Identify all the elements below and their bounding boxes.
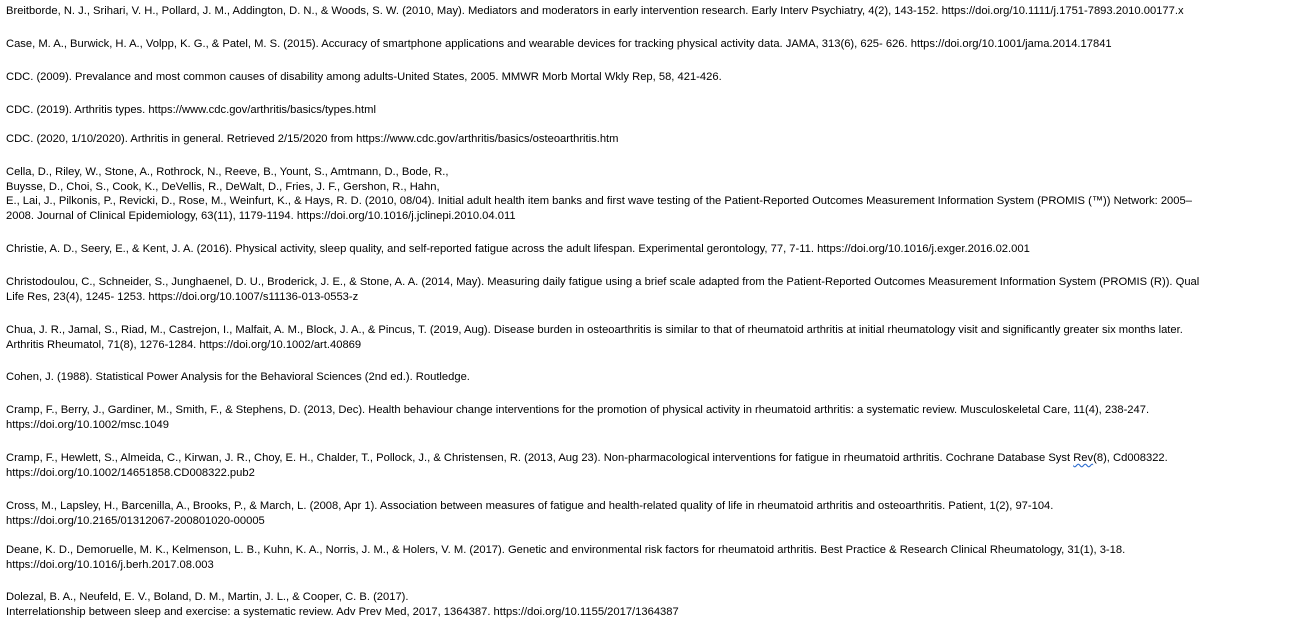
reference-deane (6, 543, 1294, 572)
reference-cella (6, 165, 1294, 223)
reference-line: Buysse, D., Choi, S., Cook, K., DeVellis, R., DeWalt, D., Fries, J. F., Gershon, R., Hahn, (6, 180, 440, 193)
reference-line: Deane, K. D., Demoruelle, M. K., Kelmenson, L. B., Kuhn, K. A., Norris, J. M., & Holers, V. M. (2017). Genetic and environmental risk factors for rheumatoid arthritis. Best Practice & Research Clinical Rheumatology, 31(1), 3-18. (6, 544, 1126, 556)
reference-line: E., Lai, J., Pilkonis, P., Revicki, D., Rose, M., Weinfurt, K., & Hays, R. D. (2010, 08/04). Initial adult health item banks and first wave testing of the Patient-Reported Outcomes Measurement Information System (PROMIS (™)) Network: 2005– (6, 195, 1192, 208)
reference-cross (6, 499, 1294, 528)
reference-line: Christie, A. D., Seery, E., & Kent, J. A. (2016). Physical activity, sleep quality, and self-reported fatigue across the adult lifespan. Experimental gerontology, 77, 7-11. https://doi.org/10.1016/j.exger.2016.02.001 (6, 243, 1030, 255)
reference-line: 2008. Journal of Clinical Epidemiology, 63(11), 1179-1194. https://doi.org/10.1016/j.jclinepi.2010.04.011 (6, 209, 516, 222)
reference-cdc-2020 (6, 132, 1294, 147)
reference-case (6, 37, 1294, 52)
reference-line: Interrelationship between sleep and exercise: a systematic review. Adv Prev Med, 2017, 1364387. https://doi.org/10.1155/2017/1364387 (6, 605, 679, 618)
reference-line: Case, M. A., Burwick, H. A., Volpp, K. G., & Patel, M. S. (2015). Accuracy of smartphone applications and wearable devices for tracking physical activity data. JAMA, 313(6), 625- 626. https://doi.org/10.1001/jama.2014.17841 (6, 38, 1112, 50)
reference-christie (6, 242, 1294, 257)
reference-line: CDC. (2019). Arthritis types. https://www.cdc.gov/arthritis/basics/types.html (6, 104, 376, 116)
reference-line: CDC. (2020, 1/10/2020). Arthritis in general. Retrieved 2/15/2020 from https://www.cdc.gov/arthritis/basics/osteoarthritis.htm (6, 133, 619, 145)
reference-cdc-2019 (6, 103, 1294, 118)
reference-christodoulou (6, 275, 1294, 304)
reference-line: https://doi.org/10.1016/j.berh.2017.08.003 (6, 558, 214, 571)
reference-line: Dolezal, B. A., Neufeld, E. V., Boland, D. M., Martin, J. L., & Cooper, C. B. (2017). (6, 591, 409, 603)
reference-line: https://doi.org/10.1002/14651858.CD008322.pub2 (6, 466, 255, 479)
reference-line: Arthritis Rheumatol, 71(8), 1276-1284. https://doi.org/10.1002/art.40869 (6, 338, 362, 351)
reference-cohen (6, 370, 1294, 385)
reference-cdc-2009 (6, 70, 1294, 85)
reference-breitborde (6, 4, 1294, 19)
reference-text: Cramp, F., Hewlett, S., Almeida, C., Kirwan, J. R., Choy, E. H., Chalder, T., Pollock, J., & Christensen, R. (2013, Aug 23). Non-pharmacological interventions for fatigue in rheumatoid arthritis. Cochrane Database Syst (6, 452, 1074, 464)
reference-line: https://doi.org/10.2165/01312067-200801020-00005 (6, 514, 265, 527)
reference-line: Cross, M., Lapsley, H., Barcenilla, A., Brooks, P., & March, L. (2008, Apr 1). Association between measures of fatigue and health-related quality of life in rheumatoid arthritis and osteoarthritis. Patient, 1(2), 97-104. (6, 500, 1054, 512)
reference-line: Breitborde, N. J., Srihari, V. H., Pollard, J. M., Addington, D. N., & Woods, S. W. (2010, May). Mediators and moderators in early intervention research. Early Interv Psychiatry, 4(2), 143-152. https://doi.org/10.1111/j.1751-7893.2010.00177.x (6, 5, 1184, 17)
reference-dolezal (6, 590, 1294, 619)
reference-line: Cramp, F., Berry, J., Gardiner, M., Smith, F., & Stephens, D. (2013, Dec). Health behaviour change interventions for the promotion of physical activity in rheumatoid arthritis: a systematic review. Musculoskeletal Care, 11(4), 238-247. (6, 404, 1150, 416)
reference-chua (6, 323, 1294, 352)
reference-line: Life Res, 23(4), 1245- 1253. https://doi.org/10.1007/s11136-013-0553-z (6, 290, 359, 303)
reference-cramp-2013-dec (6, 403, 1294, 432)
reference-line (6, 451, 1294, 466)
reference-text: (8), Cd008322. (1093, 452, 1168, 464)
reference-line: CDC. (2009). Prevalance and most common causes of disability among adults-United States, 2005. MMWR Morb Mortal Wkly Rep, 58, 421-426. (6, 71, 722, 83)
reference-line: Cella, D., Riley, W., Stone, A., Rothrock, N., Reeve, B., Yount, S., Amtmann, D., Bode, R., (6, 166, 449, 178)
reference-line: https://doi.org/10.1002/msc.1049 (6, 418, 169, 431)
spellcheck-flag[interactable]: Rev (1073, 452, 1094, 464)
reference-line: Chua, J. R., Jamal, S., Riad, M., Castrejon, I., Malfait, A. M., Block, J. A., & Pincus, T. (2019, Aug). Disease burden in osteoarthritis is similar to that of rheumatoid arthritis at initial rheumatology visit and significantly greater six months later. (6, 324, 1183, 336)
reference-line: Cohen, J. (1988). Statistical Power Analysis for the Behavioral Sciences (2nd ed.). Routledge. (6, 371, 470, 383)
reference-line: Christodoulou, C., Schneider, S., Junghaenel, D. U., Broderick, J. E., & Stone, A. A. (2014, May). Measuring daily fatigue using a brief scale adapted from the Patient-Reported Outcomes Measurement Information System (PROMIS (R)). Qual (6, 276, 1200, 288)
reference-cramp-2013-aug (6, 451, 1294, 480)
